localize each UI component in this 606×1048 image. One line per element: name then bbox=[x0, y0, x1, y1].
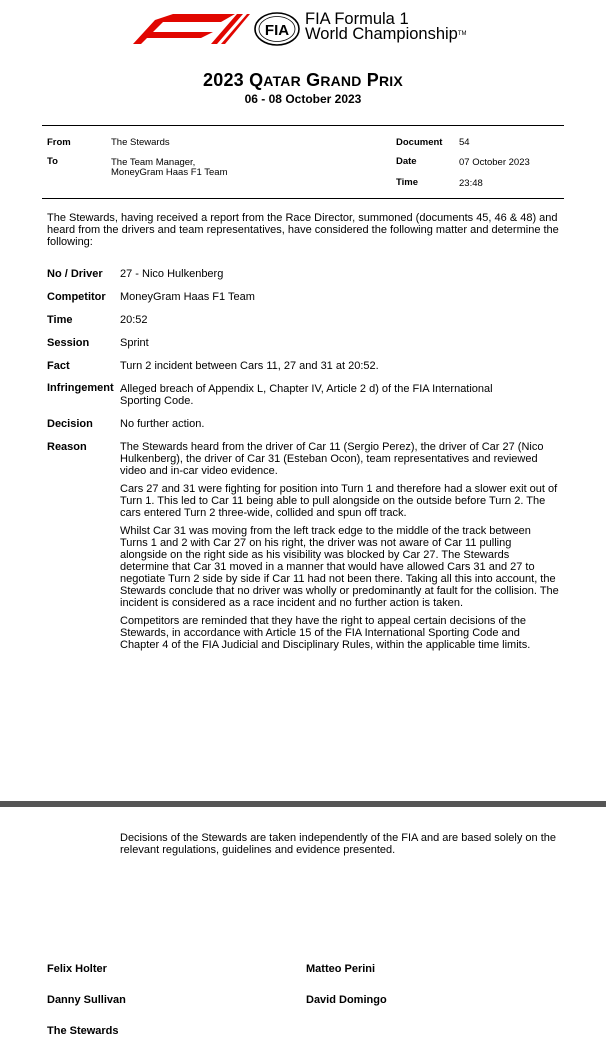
date-label: Date bbox=[396, 156, 417, 167]
reason-paragraph: Whilst Car 31 was moving from the left track edge to the middle of the track between Turns 1 and 2 with Car 27 on his right, the driver was not aware of Car 11 pulling alongside on the right side as his visibility was blocked by Car 27. The Stewards determine that Car 31 moved in a manner that would have allowed Cars 31 and 27 to negotiate Turn 2 side by side if Car 11 had not been there. Taking all this into account, the Stewards conclude that no driver was wholly or predominantly at fault for the collision. The incident is considered as a race incident and no further action is taken. bbox=[120, 525, 559, 609]
disclaimer: Decisions of the Stewards are taken independently of the FIA and are based solely on the relevant regulations, guidelines and evidence presented. bbox=[120, 832, 556, 856]
from-label: From bbox=[47, 137, 71, 148]
header-logos bbox=[125, 12, 485, 48]
steward-signature: Felix Holter bbox=[47, 963, 107, 975]
intro-paragraph: The Stewards, having received a report from the Race Director, summoned (documents 45, 46 & 48) and heard from the drivers and team representatives, have considered the following matter and determine the following: bbox=[47, 212, 559, 248]
reason-paragraph: Competitors are reminded that they have the right to appeal certain decisions of the Stewards, in accordance with Article 15 of the FIA International Sporting Code and Chapter 4 of the FIA Judicial and Disciplinary Rules, within the applicable time limits. bbox=[120, 615, 531, 651]
fia-line1: FIA Formula 1 bbox=[305, 10, 409, 28]
header-rule-bottom bbox=[42, 198, 564, 199]
infringement-label: Infringement bbox=[47, 382, 114, 394]
reason-body bbox=[120, 441, 560, 657]
driver-value: 27 - Nico Hulkenberg bbox=[120, 268, 224, 280]
svg-text:FIA: FIA bbox=[264, 22, 290, 39]
infringement-value: Alleged breach of Appendix L, Chapter IV, Article 2 d) of the FIA International Sporting Code. bbox=[120, 383, 493, 407]
reason-paragraph: The Stewards heard from the driver of Car 11 (Sergio Perez), the driver of Car 27 (Nico Hulkenberg), the driver of Car 31 (Esteban Ocon), team representatives and reviewed video and in-car video evidence. bbox=[120, 441, 544, 477]
fia-logo-icon bbox=[253, 12, 301, 46]
session-label: Session bbox=[47, 337, 90, 349]
reason-paragraph: Cars 27 and 31 were fighting for position into Turn 1 and therefore had a slower exit out of Turn 1. This led to Car 11 being able to pull alongside on the outside before Turn 2. The cars entered Turn 2 three-wide, collided and spun off track. bbox=[120, 483, 558, 519]
fact-label: Fact bbox=[47, 360, 70, 372]
page-separator bbox=[0, 801, 606, 807]
to-value-line1: The Team Manager, bbox=[111, 157, 196, 168]
reason-label: Reason bbox=[47, 441, 87, 453]
header-rule-top bbox=[42, 125, 564, 126]
competitor-value: MoneyGram Haas F1 Team bbox=[120, 291, 255, 303]
date-value: 07 October 2023 bbox=[459, 157, 530, 168]
event-title: 2023 QATAR GRAND PRIX bbox=[203, 70, 403, 90]
incident-time-value: 20:52 bbox=[120, 314, 148, 326]
to-value-line2: MoneyGram Haas F1 Team bbox=[111, 167, 228, 178]
from-value: The Stewards bbox=[111, 137, 170, 148]
decision-label: Decision bbox=[47, 418, 93, 430]
fia-championship-text bbox=[305, 12, 467, 42]
steward-signature: David Domingo bbox=[306, 994, 387, 1006]
incident-time-label: Time bbox=[47, 314, 73, 326]
document-label: Document bbox=[396, 137, 443, 148]
to-value bbox=[111, 158, 228, 178]
fact-value: Turn 2 incident between Cars 11, 27 and 31 at 20:52. bbox=[120, 360, 379, 372]
steward-signature: Danny Sullivan bbox=[47, 994, 126, 1006]
fia-tm: TM bbox=[457, 31, 467, 37]
competitor-label: Competitor bbox=[47, 291, 106, 303]
stewards-closing: The Stewards bbox=[47, 1025, 119, 1037]
time-label: Time bbox=[396, 177, 419, 188]
document-value: 54 bbox=[459, 137, 470, 148]
time-value: 23:48 bbox=[459, 178, 483, 189]
fia-line2: World Championship bbox=[305, 25, 458, 43]
steward-signature: Matteo Perini bbox=[306, 963, 376, 975]
decision-value: No further action. bbox=[120, 418, 205, 430]
driver-label: No / Driver bbox=[47, 268, 103, 280]
f1-logo-icon bbox=[125, 14, 250, 44]
to-label: To bbox=[47, 156, 58, 167]
session-value: Sprint bbox=[120, 337, 149, 349]
event-dates: 06 - 08 October 2023 bbox=[244, 92, 362, 106]
